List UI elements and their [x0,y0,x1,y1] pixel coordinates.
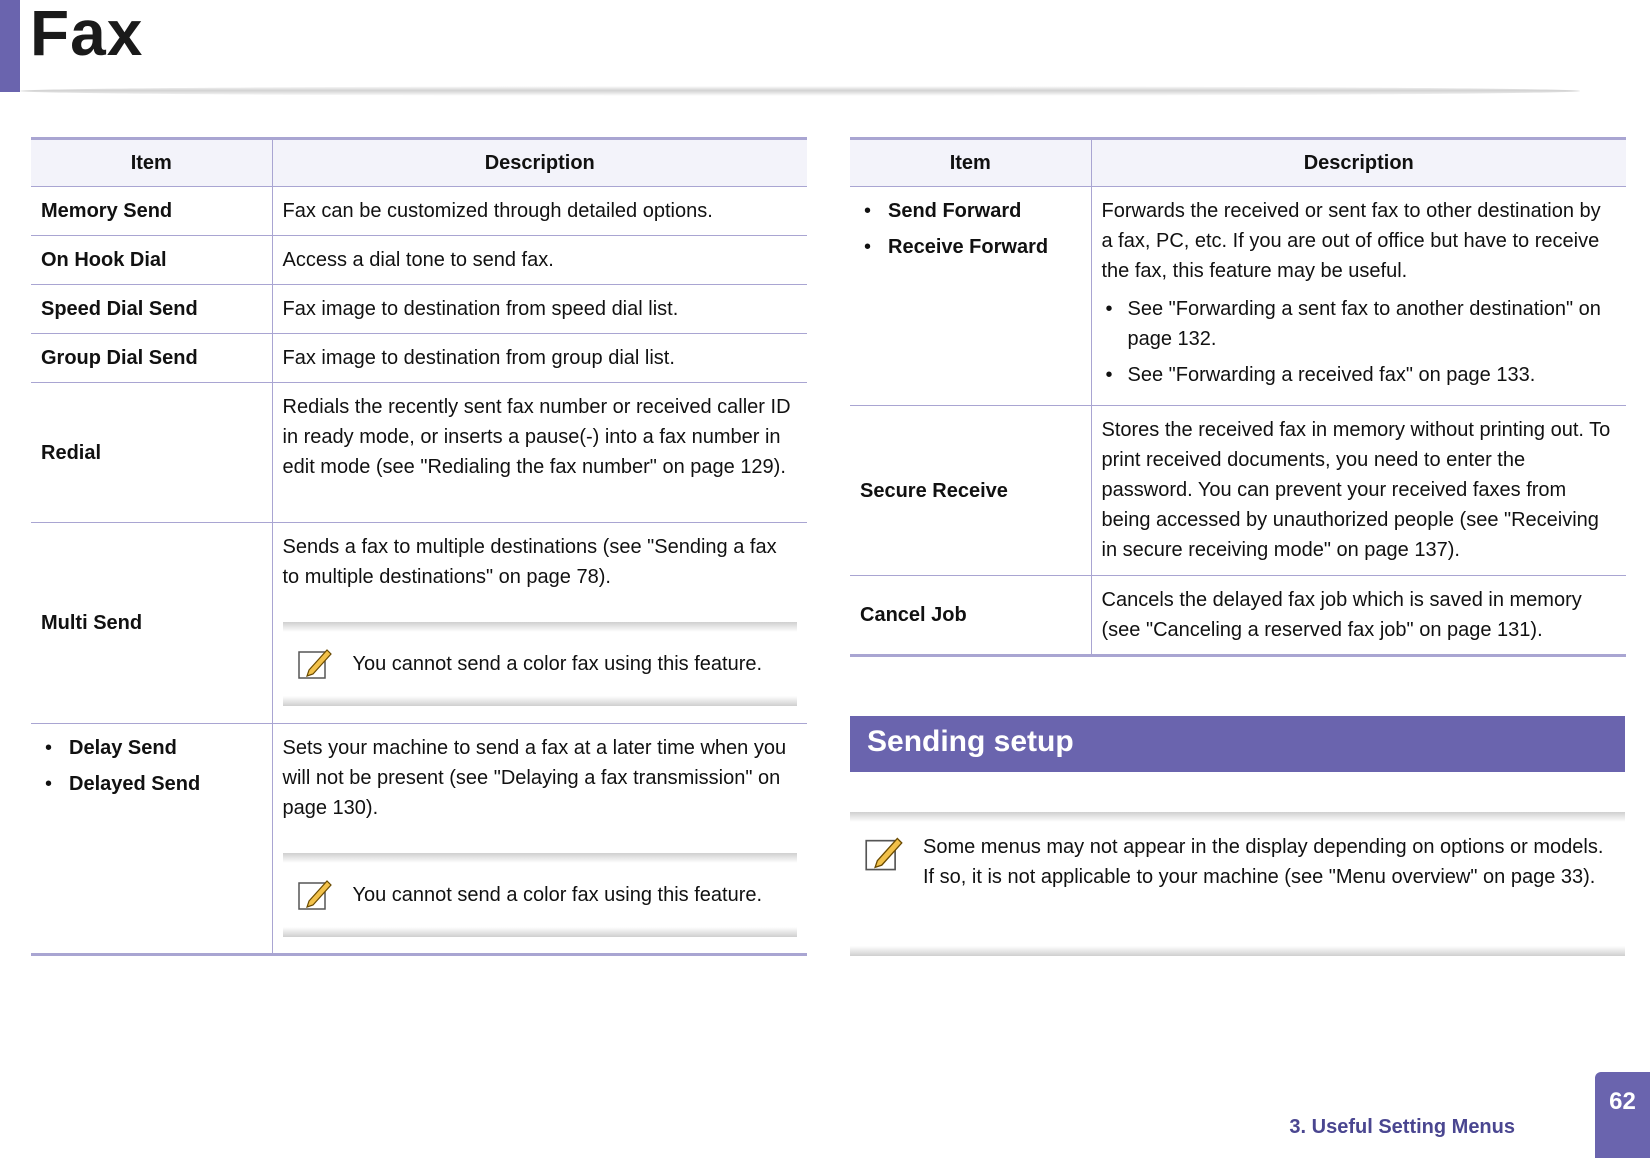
item-group-dial-send: Group Dial Send [31,334,272,383]
item-speed-dial-send: Speed Dial Send [31,285,272,334]
note-pencil-icon [864,834,904,874]
column-header-item: Item [850,139,1091,187]
column-header-description: Description [272,139,807,187]
footer-chapter-label: 3. Useful Setting Menus [1289,1116,1515,1138]
note-box [283,853,798,937]
item-multi-send: Multi Send [31,523,272,724]
page-title: Fax [30,0,144,69]
table-row [850,406,1626,576]
section-note-text: Some menus may not appear in the display depending on options or models. If so, it is not applicable to your machine (see "Menu overview" on page 33). [923,836,1604,888]
column-header-item: Item [31,139,272,187]
table-row [31,523,807,724]
desc-multi-send: Sends a fax to multiple destinations (see "Sending a fax to multiple destinations" on page 78). [282,536,777,588]
table-row [31,383,807,523]
item-delay-send: • Delay Send [41,733,262,763]
table-row [31,724,807,955]
desc-multi-send-cell [272,523,807,724]
section-note-box [850,812,1625,956]
table-header-row [850,139,1626,187]
desc-cancel-job: Cancels the delayed fax job which is saved in memory (see "Canceling a reserved fax job" on page 131). [1091,576,1626,656]
table-row [31,187,807,236]
desc-delay-send: Sets your machine to send a fax at a later time when you will not be present (see "Delaying a fax transmission" on page 130). [282,737,787,819]
note-text: You cannot send a color fax using this feature. [352,884,763,906]
item-cancel-job: Cancel Job [850,576,1091,656]
item-send-forward: • Send Forward [860,196,1081,226]
item-delay-send-cell [31,724,272,955]
right-feature-table [850,137,1626,657]
item-forward-cell [850,187,1091,406]
desc-secure-receive: Stores the received fax in memory without printing out. To print received documents, you need to enter the password. You can prevent your received faxes from being accessed by unauthorized people (see "Receiving in secure receiving mode" on page 137). [1091,406,1626,576]
item-memory-send: Memory Send [31,187,272,236]
desc-delay-send-cell [272,724,807,955]
desc-redial: Redials the recently sent fax number or received caller ID in ready mode, or inserts a pause(-) into a fax number in edit mode (see "Redialing the fax number" on page 129). [272,383,807,523]
footer-page-number: 62 [1595,1072,1650,1158]
section-heading-sending-setup: Sending setup [850,716,1625,772]
table-row [31,285,807,334]
desc-forward: Forwards the received or sent fax to other destination by a fax, PC, etc. If you are out of office but have to receive the fax, this feature may be useful. [1101,200,1601,282]
desc-group-dial-send: Fax image to destination from group dial list. [272,334,807,383]
table-header-row [31,139,807,187]
column-header-description: Description [1091,139,1626,187]
item-on-hook-dial: On Hook Dial [31,236,272,285]
desc-memory-send: Fax can be customized through detailed options. [272,187,807,236]
note-pencil-icon [297,646,333,682]
desc-speed-dial-send: Fax image to destination from speed dial list. [272,285,807,334]
header-accent-bar [0,0,20,92]
forward-ref-sent: • See "Forwarding a sent fax to another destination" on page 132. [1102,294,1617,354]
item-delayed-send: • Delayed Send [41,769,262,799]
table-row [850,576,1626,656]
table-row [31,236,807,285]
desc-forward-cell [1091,187,1626,406]
table-row [31,334,807,383]
header-divider [20,86,1580,96]
item-secure-receive: Secure Receive [850,406,1091,576]
note-box [283,622,798,706]
left-feature-table [31,137,807,956]
forward-ref-received: • See "Forwarding a received fax" on page 133. [1102,360,1617,390]
note-pencil-icon [297,877,333,913]
item-receive-forward: • Receive Forward [860,232,1081,262]
table-row [850,187,1626,406]
item-redial: Redial [31,383,272,523]
note-text: You cannot send a color fax using this feature. [352,653,763,675]
desc-on-hook-dial: Access a dial tone to send fax. [272,236,807,285]
